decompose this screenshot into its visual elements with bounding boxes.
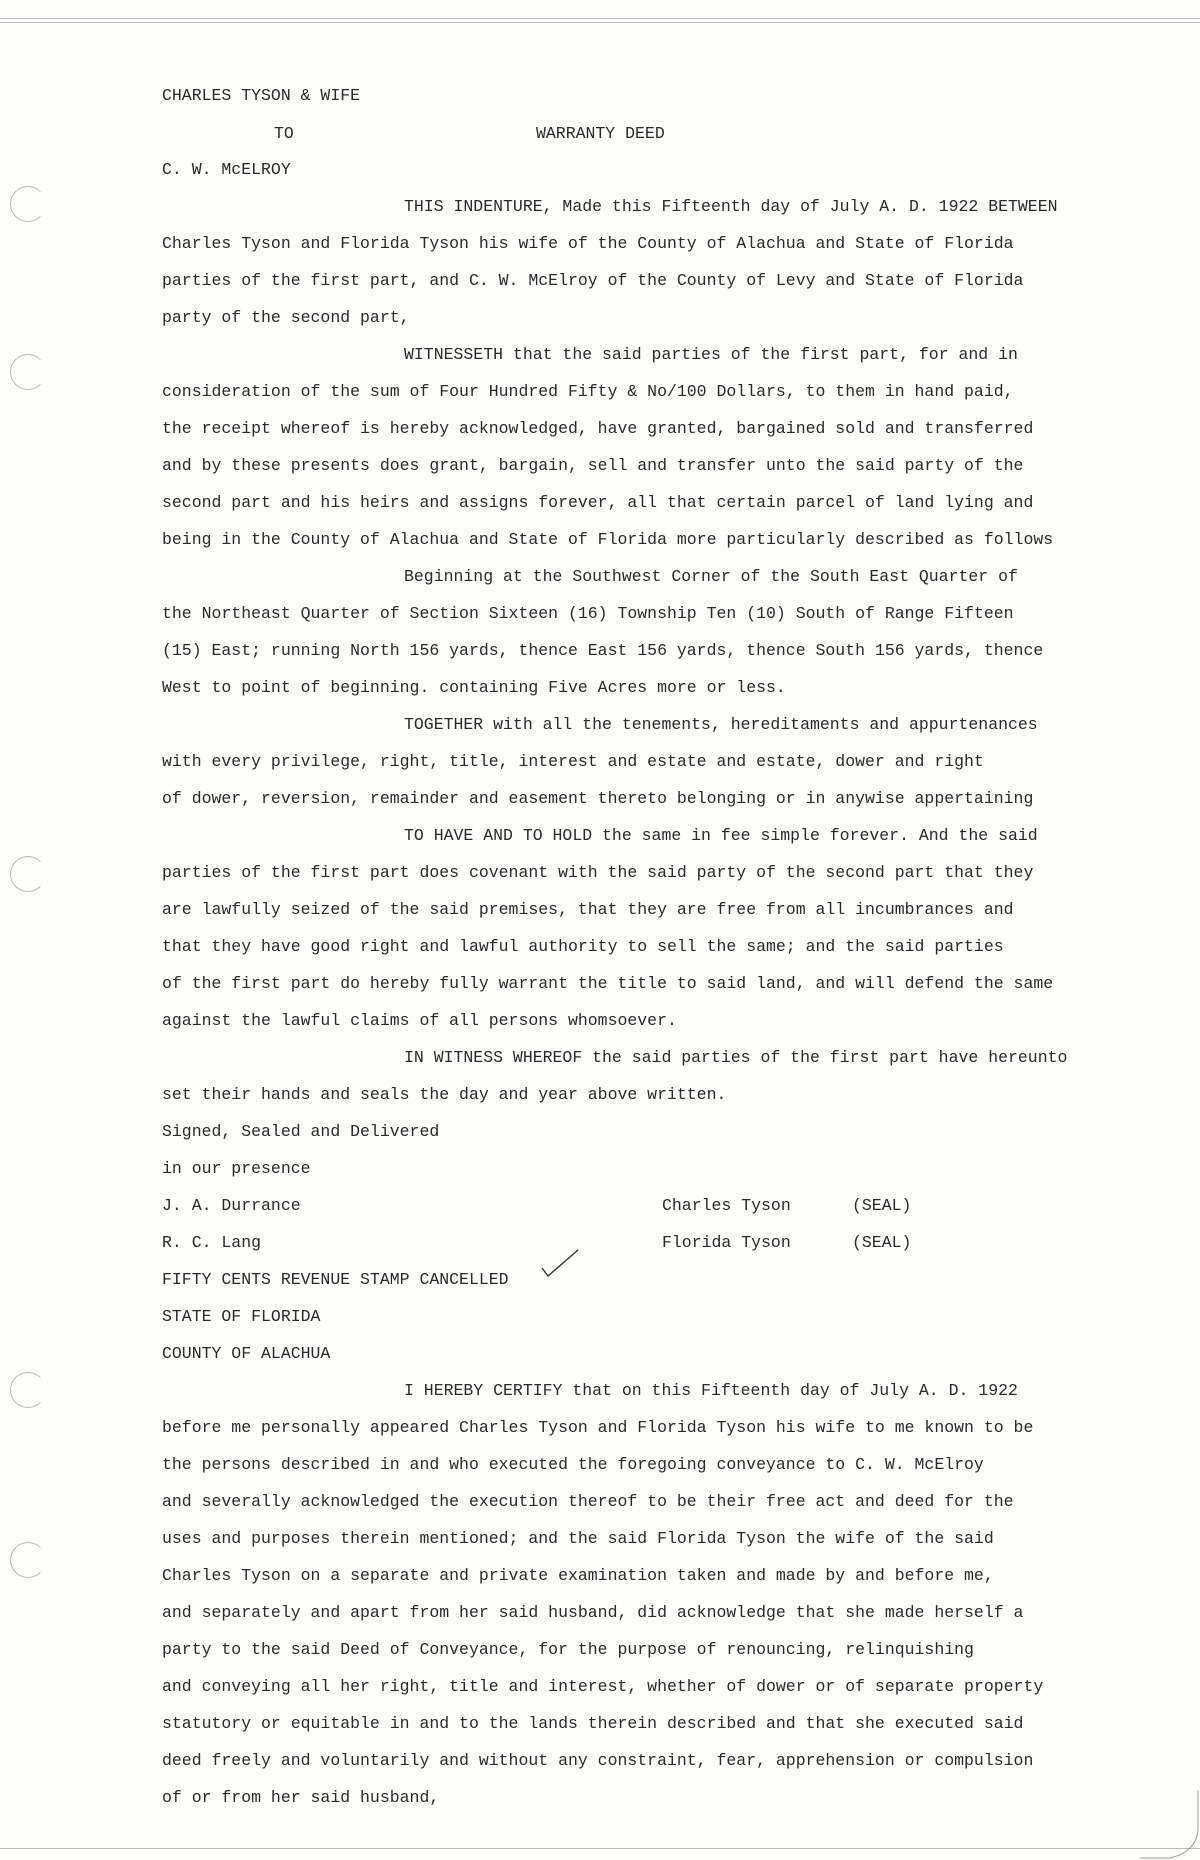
body-line: parties of the first part, and C. W. McElroy of the County of Levy and State of Florida [162, 271, 1024, 290]
punch-hole [10, 186, 46, 222]
body-line: and conveying all her right, title and interest, whether of dower or of separate property [162, 1677, 1044, 1696]
witness-name: J. A. Durrance [162, 1196, 301, 1215]
body-line: Signed, Sealed and Delivered [162, 1122, 440, 1141]
signer-name: Charles Tyson [662, 1196, 791, 1215]
top-rule [0, 22, 1200, 23]
bottom-rule [0, 1848, 1200, 1849]
header-grantee: C. W. McELROY [162, 160, 291, 179]
body-line: parties of the first part does covenant with the said party of the second part that they [162, 863, 1034, 882]
body-line: that they have good right and lawful authority to sell the same; and the said parties [162, 937, 1004, 956]
body-line: Beginning at the Southwest Corner of the South East Quarter of [404, 567, 1018, 586]
header-to: TO [274, 124, 294, 143]
body-line: TO HAVE AND TO HOLD the same in fee simple forever. And the said [404, 826, 1038, 845]
body-line: THIS INDENTURE, Made this Fifteenth day of July A. D. 1922 BETWEEN [404, 197, 1058, 216]
body-line: I HEREBY CERTIFY that on this Fifteenth day of July A. D. 1922 [404, 1381, 1018, 1400]
body-line: consideration of the sum of Four Hundred Fifty & No/100 Dollars, to them in hand paid, [162, 382, 1014, 401]
body-line: and separately and apart from her said husband, did acknowledge that she made herself a [162, 1603, 1024, 1622]
body-line: TOGETHER with all the tenements, hereditaments and appurtenances [404, 715, 1038, 734]
body-line: being in the County of Alachua and State of Florida more particularly described as follows [162, 530, 1054, 549]
revenue-stamp-note: FIFTY CENTS REVENUE STAMP CANCELLED [162, 1270, 509, 1289]
body-line: the receipt whereof is hereby acknowledged, have granted, bargained sold and transferred [162, 419, 1034, 438]
witness-name: R. C. Lang [162, 1233, 262, 1252]
deed-title: WARRANTY DEED [536, 124, 665, 143]
punch-hole [10, 1372, 46, 1408]
body-line: the Northeast Quarter of Section Sixteen (16) Township Ten (10) South of Range Fifteen [162, 604, 1014, 623]
punch-hole [10, 1542, 46, 1578]
body-line: before me personally appeared Charles Tyson and Florida Tyson his wife to me known to be [162, 1418, 1034, 1437]
body-line: and severally acknowledged the execution thereof to be their free act and deed for the [162, 1492, 1014, 1511]
check-mark-icon [540, 1246, 580, 1280]
body-line: party to the said Deed of Conveyance, for the purpose of renouncing, relinquishing [162, 1640, 974, 1659]
body-line: uses and purposes therein mentioned; and the said Florida Tyson the wife of the said [162, 1529, 994, 1548]
body-line: of the first part do hereby fully warrant the title to said land, and will defend the same [162, 974, 1054, 993]
folded-corner [1140, 1790, 1200, 1860]
body-line: statutory or equitable in and to the lands therein described and that she executed said [162, 1714, 1024, 1733]
body-line: second part and his heirs and assigns forever, all that certain parcel of land lying and [162, 493, 1034, 512]
county-line: COUNTY OF ALACHUA [162, 1344, 331, 1363]
body-line: are lawfully seized of the said premises, that they are free from all incumbrances and [162, 900, 1014, 919]
body-line: with every privilege, right, title, interest and estate and estate, dower and right [162, 752, 984, 771]
body-line: Charles Tyson and Florida Tyson his wife of the County of Alachua and State of Florida [162, 234, 1014, 253]
body-line: WITNESSETH that the said parties of the first part, for and in [404, 345, 1018, 364]
body-line: of or from her said husband, [162, 1788, 440, 1807]
body-line: in our presence [162, 1159, 311, 1178]
body-line: against the lawful claims of all persons whomsoever. [162, 1011, 677, 1030]
signer-name: Florida Tyson [662, 1233, 791, 1252]
body-line: set their hands and seals the day and year above written. [162, 1085, 727, 1104]
punch-hole [10, 856, 46, 892]
body-line: the persons described in and who executed the foregoing conveyance to C. W. McElroy [162, 1455, 984, 1474]
punch-hole [10, 354, 46, 390]
body-line: (15) East; running North 156 yards, thence East 156 yards, thence South 156 yards, thence [162, 641, 1044, 660]
state-line: STATE OF FLORIDA [162, 1307, 321, 1326]
seal-mark: (SEAL) [852, 1196, 912, 1215]
header-grantor: CHARLES TYSON & WIFE [162, 86, 361, 105]
body-line: IN WITNESS WHEREOF the said parties of the first part have hereunto [404, 1048, 1068, 1067]
seal-mark: (SEAL) [852, 1233, 912, 1252]
body-line: West to point of beginning. containing Five Acres more or less. [162, 678, 786, 697]
body-line: of dower, reversion, remainder and easement thereto belonging or in anywise appertaining [162, 789, 1034, 808]
top-rule [0, 18, 1200, 19]
body-line: party of the second part, [162, 308, 410, 327]
body-line: deed freely and voluntarily and without any constraint, fear, apprehension or compulsion [162, 1751, 1034, 1770]
body-line: Charles Tyson on a separate and private examination taken and made by and before me, [162, 1566, 994, 1585]
body-line: and by these presents does grant, bargain, sell and transfer unto the said party of the [162, 456, 1024, 475]
